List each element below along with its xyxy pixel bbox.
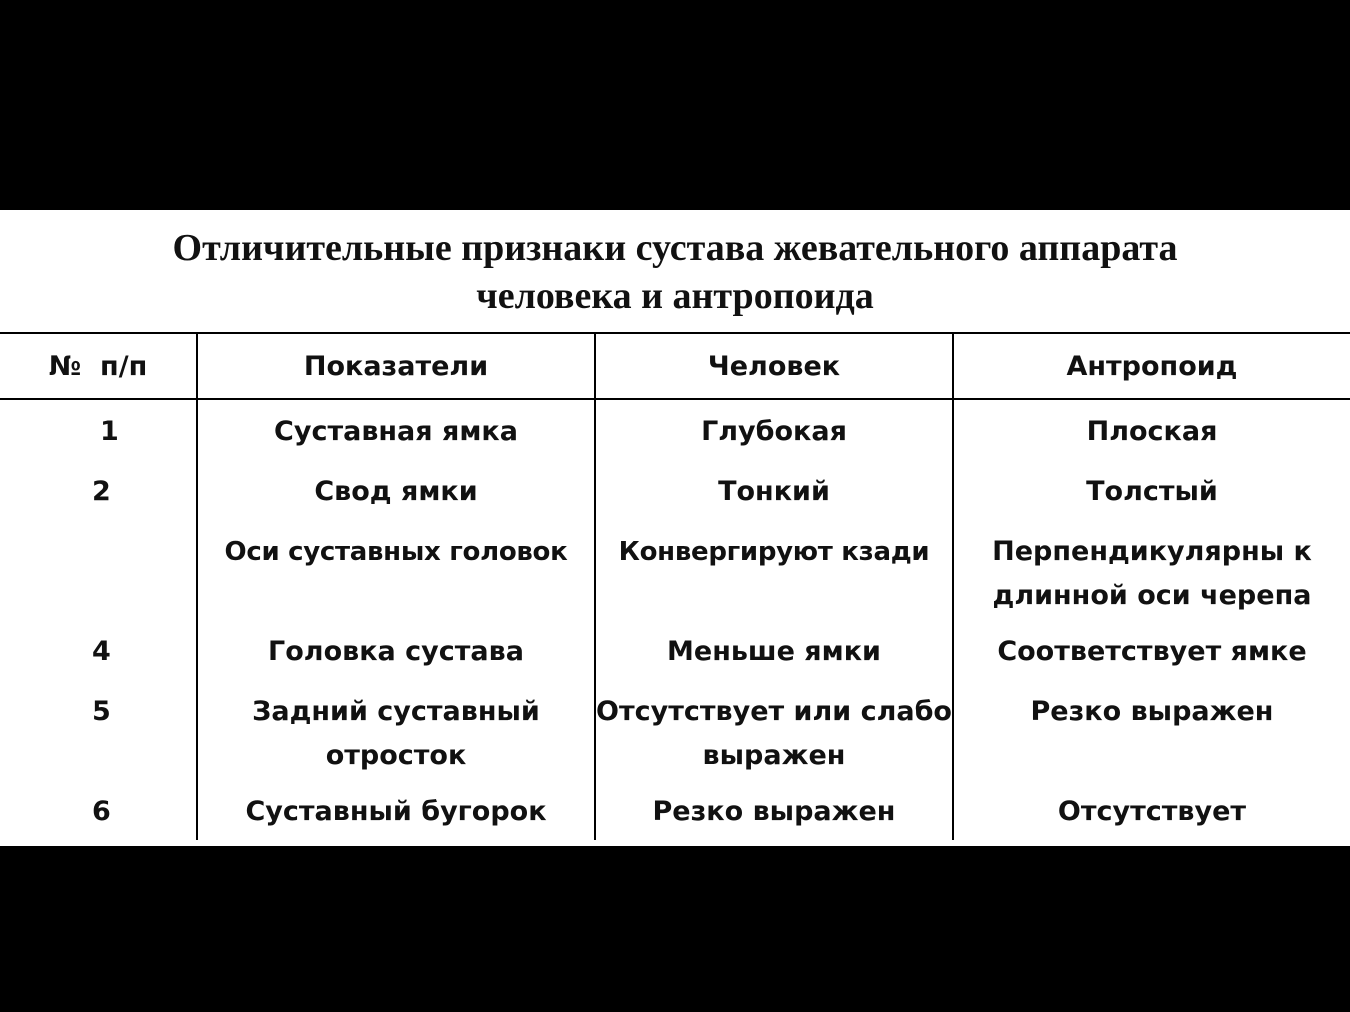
- row-anthropoid: Отсутствует: [953, 790, 1350, 840]
- table-row: [0, 399, 1350, 470]
- title-line-1: Отличительные признаки сустава жевательного аппарата: [172, 227, 1178, 269]
- row-anthropoid: Соответствует ямке: [953, 630, 1350, 690]
- row-human: Резко выражен: [595, 790, 953, 840]
- row-indicator: Задний суставный отросток: [197, 690, 595, 790]
- comparison-table: [0, 332, 1350, 840]
- header-human: Человек: [595, 333, 953, 399]
- row-human: Глубокая: [595, 399, 953, 470]
- row-number: 4: [92, 636, 111, 667]
- row-human: Отсутствует или слабо выражен: [595, 690, 953, 790]
- title-line-2: человека и антропоида: [476, 275, 874, 317]
- row-indicator: Суставный бугорок: [197, 790, 595, 840]
- row-anthropoid: Перпендикулярны к длинной оси черепа: [953, 530, 1350, 630]
- row-number: 6: [92, 796, 111, 827]
- row-anthropoid: Толстый: [953, 470, 1350, 530]
- row-indicator: Свод ямки: [197, 470, 595, 530]
- table-row: [0, 470, 1350, 530]
- row-anthropoid: Резко выражен: [953, 690, 1350, 790]
- header-number: № п/п: [48, 350, 148, 382]
- slide: [0, 210, 1350, 846]
- table-header-row: [0, 333, 1350, 399]
- row-human: Тонкий: [595, 470, 953, 530]
- row-human: Конвергируют кзади: [595, 530, 953, 630]
- header-anthropoid: Антропоид: [953, 333, 1350, 399]
- row-number: [0, 530, 197, 630]
- row-number: 2: [92, 476, 111, 507]
- table-row: [0, 790, 1350, 840]
- row-anthropoid: Плоская: [953, 399, 1350, 470]
- row-number: 5: [92, 696, 111, 727]
- row-human: Меньше ямки: [595, 630, 953, 690]
- header-indicator: Показатели: [197, 333, 595, 399]
- row-indicator: Оси суставных головок: [197, 530, 595, 630]
- row-indicator: Головка сустава: [197, 630, 595, 690]
- row-indicator: Суставная ямка: [197, 399, 595, 470]
- table-row: [0, 630, 1350, 690]
- table-row: [0, 690, 1350, 790]
- table-row: [0, 530, 1350, 630]
- slide-title: [0, 224, 1350, 320]
- row-number: 1: [100, 416, 119, 447]
